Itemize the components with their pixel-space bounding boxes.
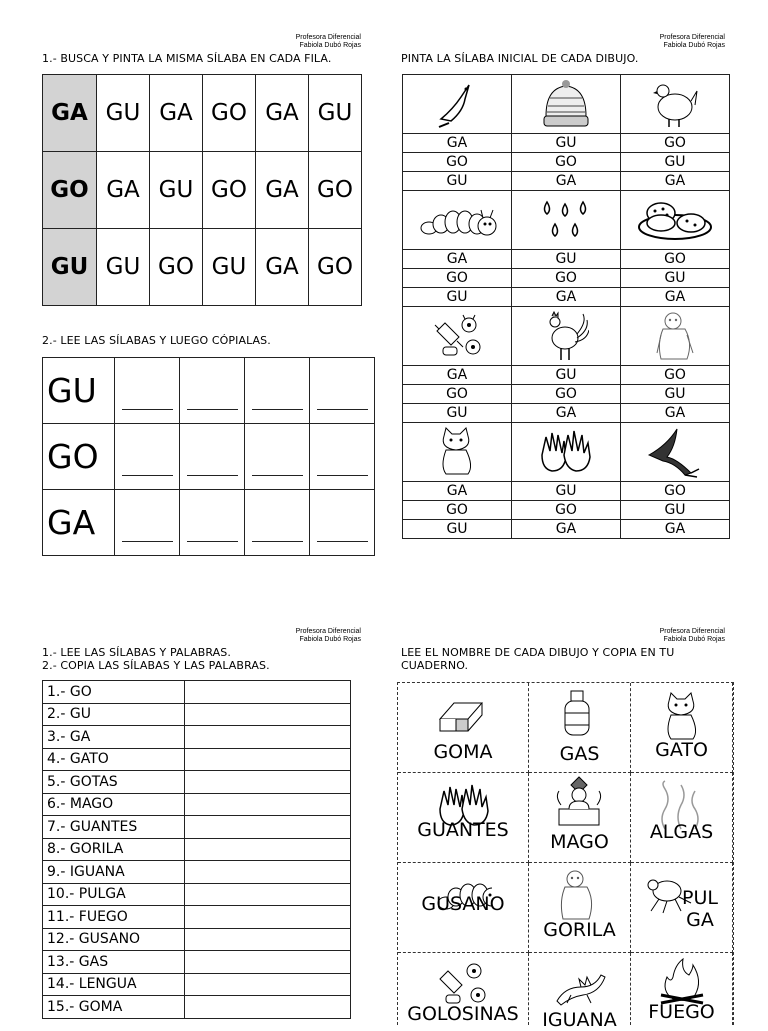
picture-cell (621, 307, 730, 366)
table-row (43, 838, 351, 861)
target-syllable: GU (43, 229, 97, 306)
copy-blank[interactable] (115, 424, 180, 490)
copy-blank[interactable] (180, 358, 245, 424)
option-cell[interactable]: GA (621, 520, 730, 539)
option-cell[interactable]: GU (621, 153, 730, 172)
teacher-credit: Profesora Diferencial Fabiola Dubó Rojas (659, 628, 725, 643)
option-row (403, 250, 730, 269)
option-row (403, 520, 730, 539)
syllable-cell[interactable]: GA (150, 75, 203, 152)
copy-blank[interactable] (245, 424, 310, 490)
vocab-cell (398, 773, 529, 863)
vocab-word: GORILA (543, 919, 616, 941)
option-row (403, 482, 730, 501)
picture-cell (621, 191, 730, 250)
vocab-cell (529, 953, 631, 1031)
option-cell[interactable]: GU (621, 385, 730, 404)
option-cell[interactable]: GO (512, 501, 621, 520)
picture-cell (621, 75, 730, 134)
syllable-cell[interactable]: GO (203, 152, 256, 229)
table-row (43, 681, 351, 704)
picture-row (403, 191, 730, 250)
option-cell[interactable]: GU (403, 172, 512, 191)
copy-blank[interactable] (245, 490, 310, 556)
vocab-cell (398, 863, 529, 953)
word-list-table (42, 680, 351, 1019)
copy-cell[interactable] (185, 838, 351, 861)
option-cell[interactable]: GA (621, 404, 730, 423)
copy-cell[interactable] (185, 681, 351, 704)
syllable-cell[interactable]: GO (309, 152, 362, 229)
copy-cell[interactable] (185, 861, 351, 884)
vocab-cell (529, 863, 631, 953)
option-row (403, 172, 730, 191)
cat-icon (436, 426, 478, 478)
vocab-word: GAS (559, 743, 600, 765)
vocab-word: GOMA (433, 741, 493, 763)
option-cell[interactable]: GA (512, 172, 621, 191)
word-item: 11.- FUEGO (43, 906, 185, 929)
vocab-cell (529, 773, 631, 863)
word-item: 14.- LENGUA (43, 973, 185, 996)
vocab-word: PULGA (682, 887, 718, 931)
copy-blank[interactable] (115, 490, 180, 556)
table-row (43, 883, 351, 906)
syllable-cell[interactable]: GO (203, 75, 256, 152)
section2-instruction: 2.- LEE LAS SÍLABAS Y LUEGO CÓPIALAS. (42, 334, 271, 347)
vocab-word: MAGO (550, 831, 609, 853)
copy-cell[interactable] (185, 973, 351, 996)
magician-icon (551, 775, 609, 829)
table-row (43, 816, 351, 839)
copy-blank[interactable] (180, 424, 245, 490)
table-row (43, 358, 375, 424)
copy-cell[interactable] (185, 703, 351, 726)
picture-cell (512, 423, 621, 482)
option-cell[interactable]: GO (403, 269, 512, 288)
rooster-icon (543, 308, 589, 364)
option-cell[interactable]: GU (512, 250, 621, 269)
option-cell[interactable]: GU (403, 288, 512, 307)
vocab-cell (631, 953, 733, 1025)
option-row (403, 153, 730, 172)
picture-cell (403, 423, 512, 482)
candies-icon (429, 311, 485, 361)
option-cell[interactable]: GA (512, 288, 621, 307)
vocab-word: GOLOSINAS (407, 1003, 519, 1025)
section1-instruction: 1.- BUSCA Y PINTA LA MISMA SÍLABA EN CADA FILA. (42, 52, 332, 65)
copy-cell[interactable] (185, 771, 351, 794)
hen-icon (651, 77, 699, 131)
initial-syllable-table (402, 74, 730, 539)
table-row (43, 793, 351, 816)
copy-cell[interactable] (185, 906, 351, 929)
copy-blank[interactable] (310, 424, 375, 490)
picture-cell (512, 191, 621, 250)
picture-cell (403, 307, 512, 366)
drops-icon (539, 198, 593, 242)
option-cell[interactable]: GO (621, 482, 730, 501)
word-item: 2.- GU (43, 703, 185, 726)
copy-cell[interactable] (185, 793, 351, 816)
option-cell[interactable]: GA (403, 366, 512, 385)
syllable-cell[interactable]: GU (97, 75, 150, 152)
picture-cell (512, 307, 621, 366)
section4-instruction: 1.- LEE LAS SÍLABAS Y PALABRAS. 2.- COPIA LAS SÍLABAS Y LAS PALABRAS. (42, 646, 270, 672)
option-cell[interactable]: GO (621, 250, 730, 269)
option-cell[interactable]: GU (621, 501, 730, 520)
copy-blank[interactable] (115, 358, 180, 424)
vocab-word: GUANTES (417, 819, 509, 841)
picture-row (403, 307, 730, 366)
copy-cell[interactable] (185, 816, 351, 839)
option-cell[interactable]: GO (621, 134, 730, 153)
option-cell[interactable]: GA (621, 172, 730, 191)
word-item: 12.- GUSANO (43, 928, 185, 951)
option-cell[interactable]: GU (403, 520, 512, 539)
vocab-word: GATO (655, 739, 708, 761)
picture-cell (512, 75, 621, 134)
table-row (43, 75, 362, 152)
vocab-word: IGUANA (542, 1009, 617, 1031)
option-cell[interactable]: GU (512, 482, 621, 501)
option-cell[interactable]: GA (403, 250, 512, 269)
teacher-credit: Profesora Diferencial Fabiola Dubó Rojas (295, 34, 361, 49)
syllable-cell[interactable]: GA (256, 229, 309, 306)
option-cell[interactable]: GO (621, 366, 730, 385)
option-cell[interactable]: GU (621, 269, 730, 288)
option-cell[interactable]: GA (512, 520, 621, 539)
target-syllable: GA (43, 75, 97, 152)
table-row (43, 861, 351, 884)
syllable-cell[interactable]: GU (309, 75, 362, 152)
option-cell[interactable]: GU (512, 134, 621, 153)
copy-blank[interactable] (310, 358, 375, 424)
gorilla-icon (653, 309, 697, 363)
vocab-cell (631, 863, 733, 953)
word-item: 4.- GATO (43, 748, 185, 771)
option-cell[interactable]: GO (512, 385, 621, 404)
option-row (403, 288, 730, 307)
picture-row (403, 423, 730, 482)
syllable-cell[interactable]: GU (97, 229, 150, 306)
syllable-cell[interactable]: GA (256, 152, 309, 229)
caterpillar-icon (417, 200, 497, 240)
syllable-cell[interactable]: GO (309, 229, 362, 306)
gas-cylinder-icon (551, 687, 609, 741)
word-item: 15.- GOMA (43, 996, 185, 1019)
table-row (43, 771, 351, 794)
syllable-cell[interactable]: GA (256, 75, 309, 152)
syllable-label: GO (43, 424, 115, 490)
syllable-cell[interactable]: GA (97, 152, 150, 229)
word-item: 13.- GAS (43, 951, 185, 974)
table-row (43, 424, 375, 490)
wool-hat-icon (540, 78, 592, 130)
copy-cell[interactable] (185, 726, 351, 749)
gloves-icon (538, 427, 594, 477)
syllable-cell[interactable]: GU (203, 229, 256, 306)
eraser-icon (434, 689, 492, 743)
copy-cell[interactable] (185, 996, 351, 1019)
syllable-label: GA (43, 490, 115, 556)
vocab-word: ALGAS (649, 821, 714, 843)
word-item: 1.- GO (43, 681, 185, 704)
cat-icon (653, 689, 711, 743)
copy-cell[interactable] (185, 883, 351, 906)
option-cell[interactable]: GO (512, 269, 621, 288)
copy-cell[interactable] (185, 748, 351, 771)
copy-cell[interactable] (185, 951, 351, 974)
swallow-icon (647, 425, 703, 479)
picture-row (403, 75, 730, 134)
option-cell[interactable]: GU (512, 366, 621, 385)
word-item: 8.- GORILA (43, 838, 185, 861)
option-row (403, 134, 730, 153)
table-row (43, 490, 375, 556)
option-cell[interactable]: GA (403, 134, 512, 153)
picture-cell (403, 75, 512, 134)
table-row (43, 928, 351, 951)
vocab-word: FUEGO (648, 1001, 715, 1023)
syllable-label: GU (43, 358, 115, 424)
word-item: 6.- MAGO (43, 793, 185, 816)
option-cell[interactable]: GA (512, 404, 621, 423)
table-row (43, 703, 351, 726)
picture-cell (621, 423, 730, 482)
teacher-credit: Profesora Diferencial Fabiola Dubó Rojas (295, 628, 361, 643)
option-row (403, 501, 730, 520)
word-item: 10.- PULGA (43, 883, 185, 906)
target-syllable: GO (43, 152, 97, 229)
word-item: 5.- GOTAS (43, 771, 185, 794)
vocab-cell (631, 773, 733, 863)
vocabulary-grid (397, 682, 734, 1031)
option-row (403, 385, 730, 404)
cookies-icon (635, 197, 715, 243)
syllable-copy-table (42, 357, 375, 556)
table-row (43, 726, 351, 749)
vocab-cell (398, 953, 529, 1025)
copy-cell[interactable] (185, 928, 351, 951)
table-row (43, 229, 362, 306)
table-row (43, 996, 351, 1019)
syllable-cell[interactable]: GU (150, 152, 203, 229)
vocab-cell (529, 683, 631, 773)
syllable-match-table (42, 74, 362, 306)
option-cell[interactable]: GA (621, 288, 730, 307)
picture-cell (403, 191, 512, 250)
option-cell[interactable]: GO (403, 501, 512, 520)
iguana-icon (551, 957, 609, 1011)
option-cell[interactable]: GA (403, 482, 512, 501)
gorilla-icon (551, 867, 609, 921)
bird-icon (435, 79, 479, 129)
copy-blank[interactable] (180, 490, 245, 556)
option-cell[interactable]: GO (403, 153, 512, 172)
option-cell[interactable]: GO (512, 153, 621, 172)
option-row (403, 269, 730, 288)
option-row (403, 404, 730, 423)
section5-instruction: LEE EL NOMBRE DE CADA DIBUJO Y COPIA EN TU CUADERNO. (401, 646, 675, 672)
vocab-cell (398, 683, 529, 773)
word-item: 7.- GUANTES (43, 816, 185, 839)
syllable-cell[interactable]: GO (150, 229, 203, 306)
option-cell[interactable]: GU (403, 404, 512, 423)
section3-instruction: PINTA LA SÍLABA INICIAL DE CADA DIBUJO. (401, 52, 639, 65)
option-row (403, 366, 730, 385)
table-row (43, 973, 351, 996)
table-row (43, 951, 351, 974)
option-cell[interactable]: GO (403, 385, 512, 404)
table-row (43, 906, 351, 929)
vocab-cell (631, 683, 733, 773)
teacher-credit: Profesora Diferencial Fabiola Dubó Rojas (659, 34, 725, 49)
table-row (43, 748, 351, 771)
word-item: 3.- GA (43, 726, 185, 749)
table-row (43, 152, 362, 229)
vocab-word: GUSANO (421, 893, 505, 915)
copy-blank[interactable] (245, 358, 310, 424)
word-item: 9.- IGUANA (43, 861, 185, 884)
copy-blank[interactable] (310, 490, 375, 556)
